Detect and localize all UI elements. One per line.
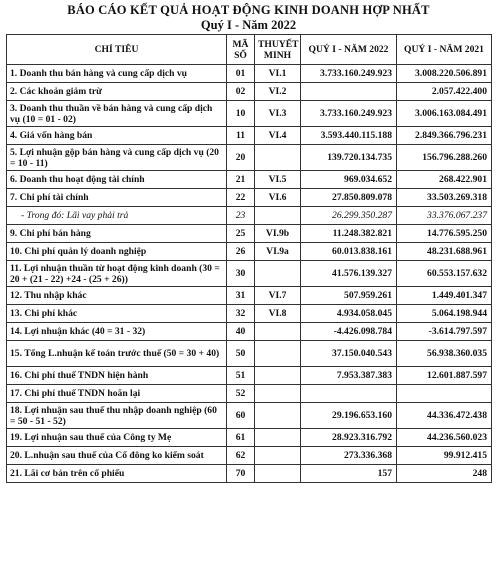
- report-subtitle: Quý I - Năm 2022: [200, 18, 297, 32]
- row-note: [255, 429, 301, 447]
- table-row: [7, 447, 492, 465]
- row-value-2022: [301, 385, 397, 403]
- row-value-2021: 2.849.366.796.231: [397, 127, 492, 145]
- row-code: 22: [227, 189, 255, 207]
- row-indicator: 11. Lợi nhuận thuần từ hoạt động kinh doanh (30 = 20 + (21 - 22) +24 - (25 + 26)): [7, 261, 227, 287]
- table-row: [7, 225, 492, 243]
- row-note: [255, 341, 301, 367]
- row-note: VI.2: [255, 83, 301, 101]
- row-indicator: 6. Doanh thu hoạt động tài chính: [7, 171, 227, 189]
- table-row: [7, 207, 492, 225]
- row-value-2022: 273.336.368: [301, 447, 397, 465]
- row-indicator: 20. L.nhuận sau thuế của Cổ đông ko kiểm soát: [7, 447, 227, 465]
- row-indicator: 17. Chi phí thuế TNDN hoãn lại: [7, 385, 227, 403]
- row-value-2022: 28.923.316.792: [301, 429, 397, 447]
- row-note: VI.3: [255, 101, 301, 127]
- table-row: [7, 323, 492, 341]
- row-indicator: 13. Chi phí khác: [7, 305, 227, 323]
- row-indicator: 2. Các khoản giảm trừ: [7, 83, 227, 101]
- row-value-2021: -3.614.797.597: [397, 323, 492, 341]
- row-note: VI.1: [255, 65, 301, 83]
- row-value-2022: 37.150.040.543: [301, 341, 397, 367]
- row-value-2021: 99.912.415: [397, 447, 492, 465]
- row-value-2022: 157: [301, 465, 397, 483]
- row-note: [255, 385, 301, 403]
- row-note: VI.9b: [255, 225, 301, 243]
- row-note: VI.7: [255, 287, 301, 305]
- row-note: [255, 403, 301, 429]
- row-value-2022: 7.953.387.383: [301, 367, 397, 385]
- table-row: [7, 305, 492, 323]
- table-row: [7, 367, 492, 385]
- row-indicator: 5. Lợi nhuận gộp bán hàng và cung cấp dịch vụ (20 = 10 - 11): [7, 145, 227, 171]
- table-row: [7, 65, 492, 83]
- row-value-2021: 3.008.220.506.891: [397, 65, 492, 83]
- row-value-2021: 1.449.401.347: [397, 287, 492, 305]
- row-indicator: 10. Chi phí quản lý doanh nghiệp: [7, 243, 227, 261]
- row-code: 70: [227, 465, 255, 483]
- row-note: [255, 367, 301, 385]
- row-code: 52: [227, 385, 255, 403]
- row-indicator: 14. Lợi nhuận khác (40 = 31 - 32): [7, 323, 227, 341]
- table-row: [7, 385, 492, 403]
- row-value-2021: 33.376.067.237: [397, 207, 492, 225]
- row-code: 20: [227, 145, 255, 171]
- table-row: [7, 429, 492, 447]
- row-indicator: 3. Doanh thu thuần về bán hàng và cung cấp dịch vụ (10 = 01 - 02): [7, 101, 227, 127]
- row-value-2022: 3.593.440.115.188: [301, 127, 397, 145]
- table-row: [7, 243, 492, 261]
- row-value-2021: 12.601.887.597: [397, 367, 492, 385]
- row-value-2021: [397, 385, 492, 403]
- row-code: 23: [227, 207, 255, 225]
- table-row: [7, 341, 492, 367]
- col-header-indicator: CHỈ TIÊU: [7, 35, 227, 65]
- row-value-2022: [301, 83, 397, 101]
- table-row: [7, 145, 492, 171]
- row-value-2022: 60.013.838.161: [301, 243, 397, 261]
- row-value-2022: 139.720.134.735: [301, 145, 397, 171]
- row-code: 40: [227, 323, 255, 341]
- row-value-2021: 44.336.472.438: [397, 403, 492, 429]
- row-indicator: - Trong đó: Lãi vay phải trả: [7, 207, 227, 225]
- row-indicator: 18. Lợi nhuận sau thuế thu nhập doanh nghiệp (60 = 50 - 51 - 52): [7, 403, 227, 429]
- row-note: [255, 207, 301, 225]
- row-note: [255, 323, 301, 341]
- row-code: 11: [227, 127, 255, 145]
- row-indicator: 4. Giá vốn hàng bán: [7, 127, 227, 145]
- report-title: BÁO CÁO KẾT QUẢ HOẠT ĐỘNG KINH DOANH HỢP NHẤT: [67, 3, 430, 17]
- row-indicator: 7. Chi phí tài chính: [7, 189, 227, 207]
- table-row: [7, 465, 492, 483]
- row-code: 01: [227, 65, 255, 83]
- row-value-2022: 29.196.653.160: [301, 403, 397, 429]
- row-value-2021: 156.796.288.260: [397, 145, 492, 171]
- row-value-2021: 248: [397, 465, 492, 483]
- row-indicator: 1. Doanh thu bán hàng và cung cấp dịch vụ: [7, 65, 227, 83]
- table-row: [7, 83, 492, 101]
- row-code: 62: [227, 447, 255, 465]
- row-indicator: 21. Lãi cơ bản trên cổ phiếu: [7, 465, 227, 483]
- row-indicator: 15. Tổng L.nhuận kế toán trước thuế (50 = 30 + 40): [7, 341, 227, 367]
- row-value-2022: 969.034.652: [301, 171, 397, 189]
- row-note: VI.8: [255, 305, 301, 323]
- row-note: [255, 447, 301, 465]
- col-header-q1-2021: QUÝ I - NĂM 2021: [397, 35, 492, 65]
- row-code: 60: [227, 403, 255, 429]
- row-note: VI.6: [255, 189, 301, 207]
- row-value-2021: 56.938.360.035: [397, 341, 492, 367]
- col-header-note: THUYẾT MINH: [255, 35, 301, 65]
- col-header-q1-2022: QUÝ I - NĂM 2022: [301, 35, 397, 65]
- row-code: 51: [227, 367, 255, 385]
- row-code: 02: [227, 83, 255, 101]
- row-value-2021: 268.422.901: [397, 171, 492, 189]
- row-value-2022: 3.733.160.249.923: [301, 65, 397, 83]
- row-code: 50: [227, 341, 255, 367]
- row-code: 30: [227, 261, 255, 287]
- row-value-2021: 44.236.560.023: [397, 429, 492, 447]
- row-value-2022: 27.850.809.078: [301, 189, 397, 207]
- row-note: [255, 261, 301, 287]
- row-value-2022: 26.299.350.287: [301, 207, 397, 225]
- row-value-2022: 11.248.382.821: [301, 225, 397, 243]
- row-code: 26: [227, 243, 255, 261]
- row-code: 32: [227, 305, 255, 323]
- table-row: [7, 189, 492, 207]
- row-value-2022: 507.959.261: [301, 287, 397, 305]
- row-code: 21: [227, 171, 255, 189]
- table-row: [7, 261, 492, 287]
- table-header-row: [7, 35, 492, 65]
- income-statement-table: [6, 34, 492, 483]
- row-value-2021: 33.503.269.318: [397, 189, 492, 207]
- row-value-2022: 41.576.139.327: [301, 261, 397, 287]
- row-value-2021: 48.231.688.961: [397, 243, 492, 261]
- row-code: 61: [227, 429, 255, 447]
- row-indicator: 16. Chi phí thuế TNDN hiện hành: [7, 367, 227, 385]
- row-note: VI.5: [255, 171, 301, 189]
- row-value-2022: 4.934.058.045: [301, 305, 397, 323]
- row-value-2021: 5.064.198.944: [397, 305, 492, 323]
- row-value-2021: 60.553.157.632: [397, 261, 492, 287]
- row-value-2021: 2.057.422.400: [397, 83, 492, 101]
- row-note: VI.4: [255, 127, 301, 145]
- row-note: [255, 145, 301, 171]
- row-code: 25: [227, 225, 255, 243]
- table-row: [7, 403, 492, 429]
- row-value-2022: -4.426.098.784: [301, 323, 397, 341]
- row-value-2021: 14.776.595.250: [397, 225, 492, 243]
- table-row: [7, 287, 492, 305]
- row-indicator: 9. Chi phí bán hàng: [7, 225, 227, 243]
- table-row: [7, 101, 492, 127]
- row-indicator: 19. Lợi nhuận sau thuế của Công ty Mẹ: [7, 429, 227, 447]
- row-note: [255, 465, 301, 483]
- row-value-2022: 3.733.160.249.923: [301, 101, 397, 127]
- table-row: [7, 171, 492, 189]
- row-code: 10: [227, 101, 255, 127]
- row-code: 31: [227, 287, 255, 305]
- row-value-2021: 3.006.163.084.491: [397, 101, 492, 127]
- row-note: VI.9a: [255, 243, 301, 261]
- table-row: [7, 127, 492, 145]
- row-indicator: 12. Thu nhập khác: [7, 287, 227, 305]
- col-header-code: MÃ SỐ: [227, 35, 255, 65]
